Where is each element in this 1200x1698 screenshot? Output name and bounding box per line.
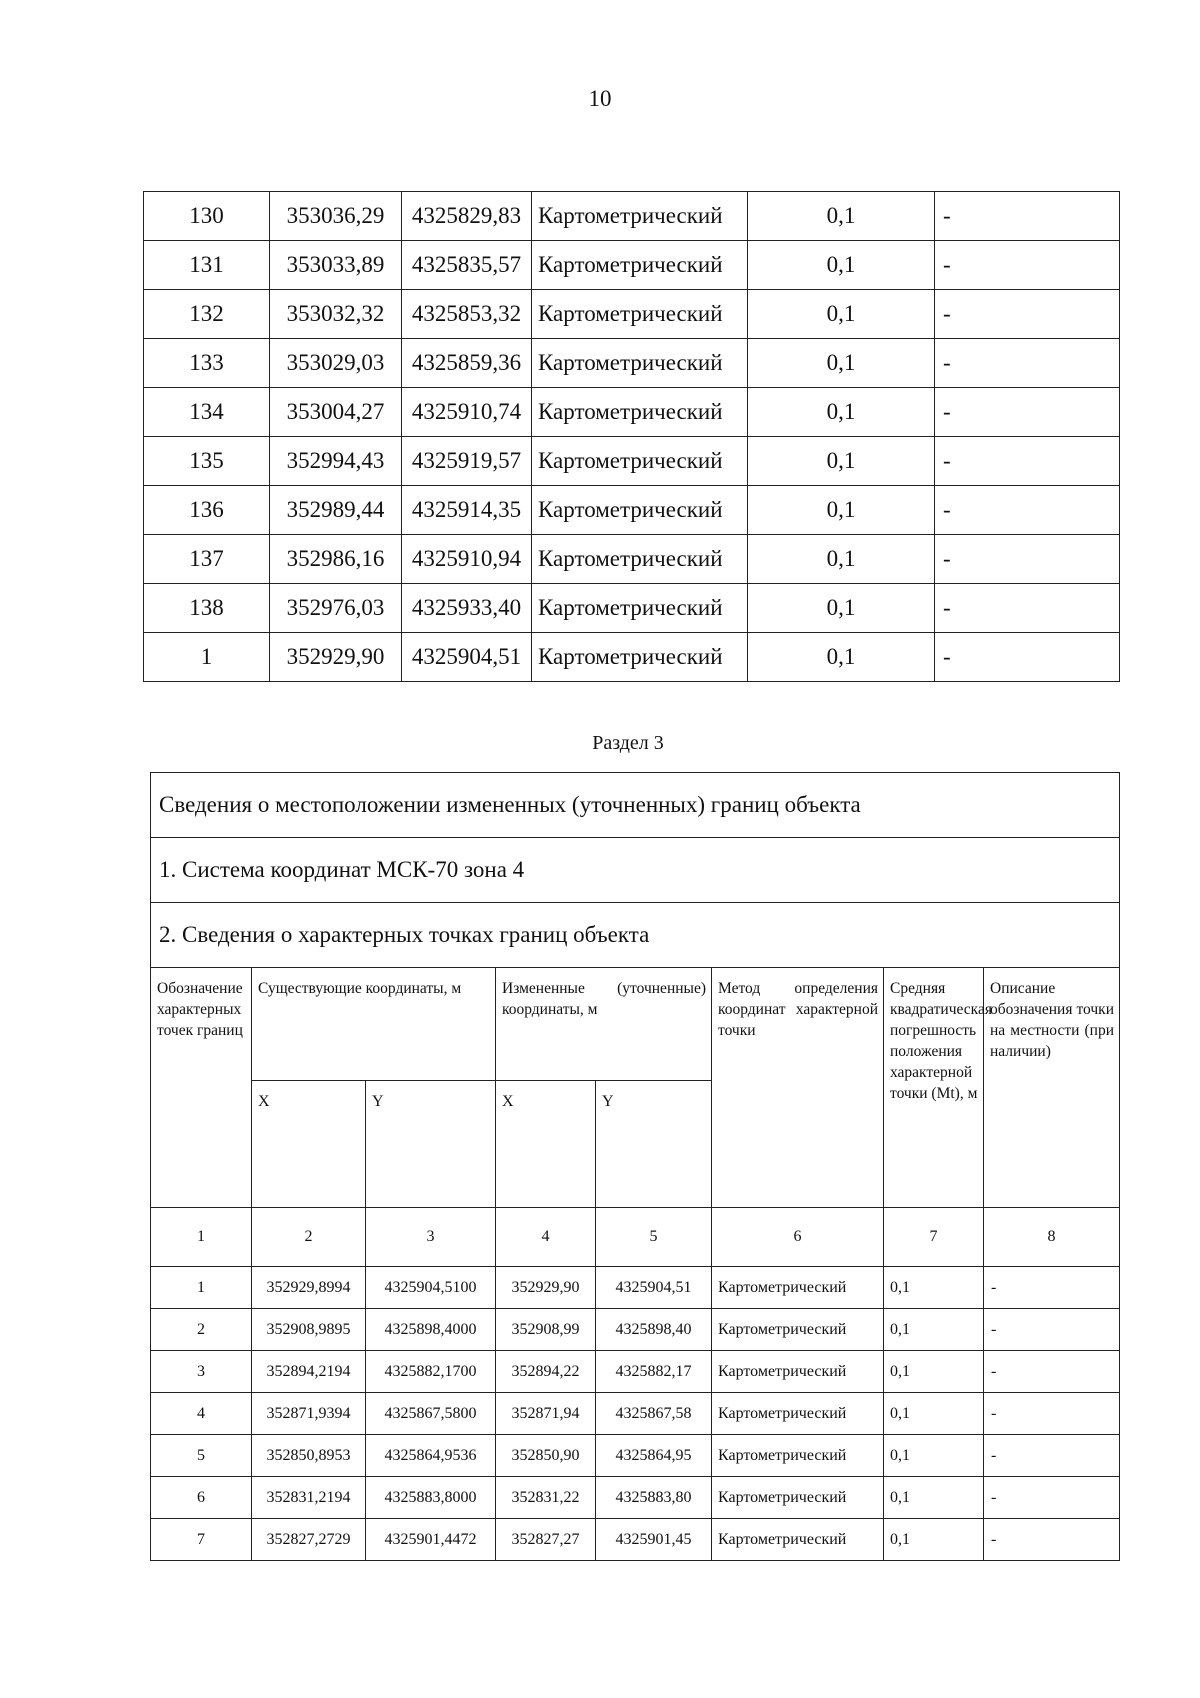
method: Картометрический — [532, 486, 748, 535]
header-changed-x: X — [496, 1081, 596, 1208]
method: Картометрический — [532, 339, 748, 388]
table-row — [144, 437, 1120, 486]
table-row — [151, 1351, 1120, 1393]
error-value: 0,1 — [748, 192, 935, 241]
method: Картометрический — [532, 241, 748, 290]
description: - — [935, 633, 1120, 682]
coordinate-system: 1. Система координат МСК-70 зона 4 — [151, 838, 1120, 903]
error-value: 0,1 — [748, 535, 935, 584]
table-row — [151, 1309, 1120, 1351]
description: - — [984, 1267, 1120, 1309]
method: Картометрический — [712, 1435, 884, 1477]
coord-y: 4325933,40 — [402, 584, 532, 633]
column-number: 6 — [712, 1208, 884, 1267]
point-id: 130 — [144, 192, 270, 241]
changed-y: 4325898,40 — [596, 1309, 712, 1351]
header-changed-coordinates: Измененные (уточненные) координаты, м — [496, 968, 712, 1081]
changed-x: 352850,90 — [496, 1435, 596, 1477]
changed-x: 352894,22 — [496, 1351, 596, 1393]
method: Картометрический — [532, 633, 748, 682]
existing-x: 352894,2194 — [252, 1351, 366, 1393]
header-existing-coordinates: Существующие координаты, м — [252, 968, 496, 1081]
point-id: 136 — [144, 486, 270, 535]
existing-x: 352831,2194 — [252, 1477, 366, 1519]
existing-x: 352908,9895 — [252, 1309, 366, 1351]
coord-y: 4325853,32 — [402, 290, 532, 339]
table-row — [151, 1477, 1120, 1519]
coord-x: 353004,27 — [270, 388, 402, 437]
changed-y: 4325901,45 — [596, 1519, 712, 1561]
changed-x: 352929,90 — [496, 1267, 596, 1309]
header-description: Описание обозначения точки на местности (при наличии) — [984, 968, 1120, 1208]
error-value: 0,1 — [748, 290, 935, 339]
table-row — [144, 192, 1120, 241]
column-number: 1 — [151, 1208, 252, 1267]
column-number: 7 — [884, 1208, 984, 1267]
method: Картометрический — [712, 1351, 884, 1393]
table-row — [144, 486, 1120, 535]
method: Картометрический — [532, 584, 748, 633]
existing-y: 4325883,8000 — [366, 1477, 496, 1519]
method: Картометрический — [712, 1393, 884, 1435]
description: - — [935, 584, 1120, 633]
coord-y: 4325835,57 — [402, 241, 532, 290]
table-row — [144, 241, 1120, 290]
coord-y: 4325859,36 — [402, 339, 532, 388]
point-id: 3 — [151, 1351, 252, 1393]
method: Картометрический — [712, 1267, 884, 1309]
error-value: 0,1 — [884, 1519, 984, 1561]
table-row — [144, 290, 1120, 339]
description: - — [984, 1519, 1120, 1561]
error-value: 0,1 — [884, 1309, 984, 1351]
section-3-table — [150, 772, 1120, 1561]
description: - — [984, 1477, 1120, 1519]
existing-y: 4325867,5800 — [366, 1393, 496, 1435]
header-method: Метод определения координат характерной точки — [712, 968, 884, 1208]
point-id: 131 — [144, 241, 270, 290]
point-id: 137 — [144, 535, 270, 584]
method: Картометрический — [532, 437, 748, 486]
point-id: 2 — [151, 1309, 252, 1351]
changed-x: 352827,27 — [496, 1519, 596, 1561]
changed-y: 4325882,17 — [596, 1351, 712, 1393]
error-value: 0,1 — [748, 633, 935, 682]
table-row — [151, 1435, 1120, 1477]
point-id: 1 — [144, 633, 270, 682]
coord-x: 352994,43 — [270, 437, 402, 486]
description: - — [984, 1435, 1120, 1477]
header-existing-y: Y — [366, 1081, 496, 1208]
top-coordinates-table — [143, 191, 1120, 682]
method: Картометрический — [532, 290, 748, 339]
method: Картометрический — [712, 1519, 884, 1561]
point-id: 133 — [144, 339, 270, 388]
changed-y: 4325883,80 — [596, 1477, 712, 1519]
description: - — [935, 290, 1120, 339]
description: - — [984, 1393, 1120, 1435]
description: - — [935, 241, 1120, 290]
coord-x: 353029,03 — [270, 339, 402, 388]
existing-x: 352850,8953 — [252, 1435, 366, 1477]
error-value: 0,1 — [748, 241, 935, 290]
method: Картометрический — [712, 1309, 884, 1351]
table-row — [151, 1519, 1120, 1561]
error-value: 0,1 — [884, 1393, 984, 1435]
point-id: 4 — [151, 1393, 252, 1435]
description: - — [984, 1351, 1120, 1393]
method: Картометрический — [532, 388, 748, 437]
existing-x: 352871,9394 — [252, 1393, 366, 1435]
table-row — [151, 1393, 1120, 1435]
header-error: Средняя квадратическая погрешность положения характерной точки (Mt), м — [884, 968, 984, 1208]
header-designation: Обозначение характерных точек границ — [151, 968, 252, 1208]
description: - — [935, 486, 1120, 535]
point-id: 138 — [144, 584, 270, 633]
section-heading: Сведения о местоположении измененных (уточненных) границ объекта — [151, 773, 1120, 838]
error-value: 0,1 — [884, 1477, 984, 1519]
error-value: 0,1 — [748, 486, 935, 535]
description: - — [984, 1309, 1120, 1351]
description: - — [935, 192, 1120, 241]
coord-y: 4325904,51 — [402, 633, 532, 682]
column-numbers-row — [151, 1208, 1120, 1267]
column-number: 4 — [496, 1208, 596, 1267]
coord-y: 4325829,83 — [402, 192, 532, 241]
coord-x: 353032,32 — [270, 290, 402, 339]
coord-x: 353036,29 — [270, 192, 402, 241]
coord-y: 4325914,35 — [402, 486, 532, 535]
column-number: 8 — [984, 1208, 1120, 1267]
coord-y: 4325910,74 — [402, 388, 532, 437]
table-row — [144, 535, 1120, 584]
changed-x: 352831,22 — [496, 1477, 596, 1519]
changed-x: 352908,99 — [496, 1309, 596, 1351]
changed-x: 352871,94 — [496, 1393, 596, 1435]
point-id: 5 — [151, 1435, 252, 1477]
changed-y: 4325867,58 — [596, 1393, 712, 1435]
description: - — [935, 437, 1120, 486]
error-value: 0,1 — [748, 584, 935, 633]
header-changed-y: Y — [596, 1081, 712, 1208]
table-row — [144, 388, 1120, 437]
header-existing-x: X — [252, 1081, 366, 1208]
coord-x: 352976,03 — [270, 584, 402, 633]
points-heading: 2. Сведения о характерных точках границ объекта — [151, 903, 1120, 968]
coord-y: 4325919,57 — [402, 437, 532, 486]
changed-y: 4325904,51 — [596, 1267, 712, 1309]
coord-x: 353033,89 — [270, 241, 402, 290]
page-number: 10 — [588, 86, 612, 111]
method: Картометрический — [532, 535, 748, 584]
changed-y: 4325864,95 — [596, 1435, 712, 1477]
existing-y: 4325882,1700 — [366, 1351, 496, 1393]
error-value: 0,1 — [884, 1267, 984, 1309]
table-row — [151, 1267, 1120, 1309]
point-id: 135 — [144, 437, 270, 486]
point-id: 1 — [151, 1267, 252, 1309]
error-value: 0,1 — [884, 1351, 984, 1393]
section-title: Раздел 3 — [592, 732, 664, 754]
coord-x: 352986,16 — [270, 535, 402, 584]
description: - — [935, 388, 1120, 437]
column-number: 3 — [366, 1208, 496, 1267]
coord-x: 352929,90 — [270, 633, 402, 682]
description: - — [935, 339, 1120, 388]
point-id: 134 — [144, 388, 270, 437]
table-row — [144, 339, 1120, 388]
existing-y: 4325898,4000 — [366, 1309, 496, 1351]
error-value: 0,1 — [748, 339, 935, 388]
error-value: 0,1 — [884, 1435, 984, 1477]
column-number: 2 — [252, 1208, 366, 1267]
table-row — [144, 633, 1120, 682]
existing-y: 4325901,4472 — [366, 1519, 496, 1561]
point-id: 132 — [144, 290, 270, 339]
coord-x: 352989,44 — [270, 486, 402, 535]
column-number: 5 — [596, 1208, 712, 1267]
coord-y: 4325910,94 — [402, 535, 532, 584]
existing-y: 4325864,9536 — [366, 1435, 496, 1477]
error-value: 0,1 — [748, 437, 935, 486]
existing-y: 4325904,5100 — [366, 1267, 496, 1309]
existing-x: 352827,2729 — [252, 1519, 366, 1561]
table-row — [144, 584, 1120, 633]
existing-x: 352929,8994 — [252, 1267, 366, 1309]
description: - — [935, 535, 1120, 584]
method: Картометрический — [712, 1477, 884, 1519]
point-id: 6 — [151, 1477, 252, 1519]
method: Картометрический — [532, 192, 748, 241]
error-value: 0,1 — [748, 388, 935, 437]
point-id: 7 — [151, 1519, 252, 1561]
